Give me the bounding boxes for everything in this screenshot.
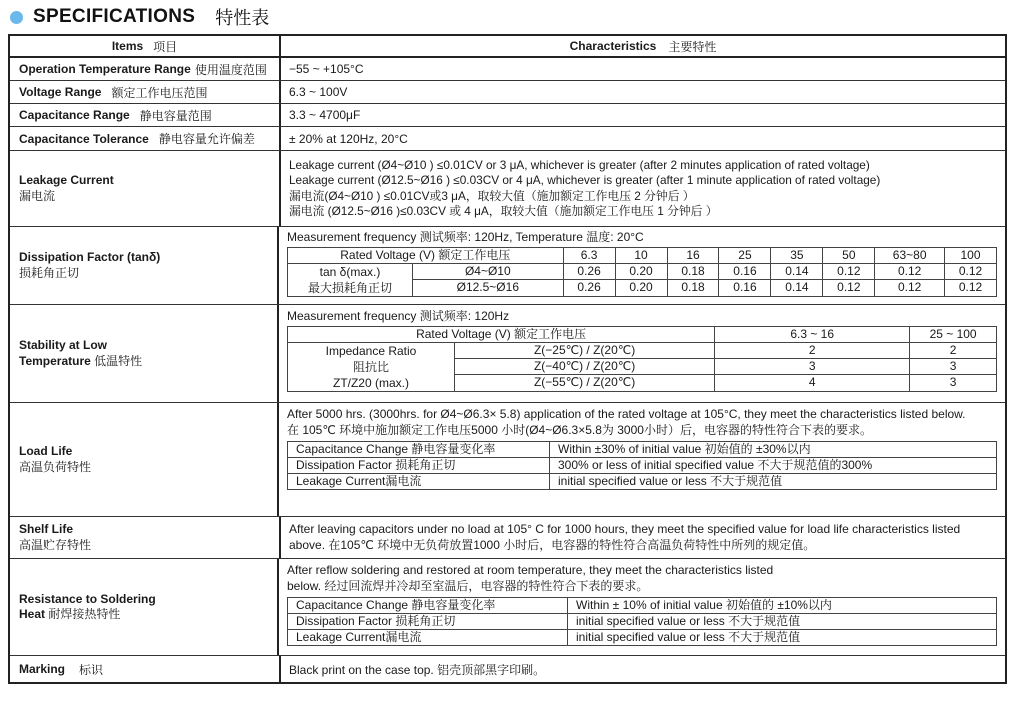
- row-dissipation-factor: [10, 227, 1005, 305]
- rated-voltage-label: Rated Voltage (V) 额定工作电压: [288, 326, 715, 342]
- label-en-2: Heat: [19, 607, 46, 621]
- leakage-line: 漏电流 (Ø12.5~Ø16 )≤0.03CV 或 4 μA，取较大值（施加额定工作电压 1 分钟后 ）: [289, 204, 718, 218]
- leakage-line: 漏电流(Ø4~Ø10 ) ≤0.01CV或3 μA，取较大值（施加额定工作电压 2 分钟后 ）: [289, 188, 695, 203]
- item-name: Capacitance Change 静电容量变化率: [288, 598, 568, 614]
- table-header-row: [10, 36, 1005, 58]
- voltage-cell: 16: [667, 247, 719, 263]
- row-load-life: [10, 403, 1005, 517]
- row-shelf-life: [10, 517, 1005, 559]
- voltage-group: 6.3 ~ 16: [715, 326, 910, 342]
- label-cn: 耐焊接热特性: [48, 607, 121, 621]
- value-cell: 0.16: [719, 280, 771, 297]
- voltage-cell: 100: [944, 247, 996, 263]
- voltage-cell: 10: [615, 247, 667, 263]
- voltage-cell: 25: [719, 247, 771, 263]
- label-en: Leakage Current: [19, 173, 114, 187]
- value-cell: 0.14: [771, 280, 823, 297]
- item-name: Dissipation Factor 损耗角正切: [288, 458, 550, 474]
- stability-table: [287, 326, 997, 392]
- leakage-line: Leakage current (Ø12.5~Ø16 ) ≤0.03CV or 4 μA, whichever is greater (after 1 minute application of rated voltage): [289, 173, 881, 187]
- label-cn: 静电容量范围: [139, 108, 212, 123]
- label-en: Marking: [19, 662, 66, 676]
- item-name: Capacitance Change 静电容量变化率: [288, 442, 550, 458]
- row-voltage-range: [10, 81, 1005, 104]
- value-cell: 2: [715, 342, 910, 358]
- voltage-cell: 35: [771, 247, 823, 263]
- value-cell: 0.20: [615, 263, 667, 280]
- value-cell: 0.20: [615, 280, 667, 297]
- item-value: initial specified value or less 不大于规范值: [550, 474, 997, 490]
- label-en: Operation Temperature Range: [19, 62, 191, 76]
- label-cn: 低温特性: [94, 353, 143, 368]
- label-cn: 静电容量允许偏差: [158, 132, 255, 146]
- items-header: Items: [111, 39, 144, 53]
- stability-intro: Measurement frequency 测试频率: 120Hz: [287, 309, 510, 323]
- load-life-text-cn: 在 105℃ 环境中施加额定工作电压5000 小时(Ø4~Ø6.3×5.8为 3000小时）后，电容器的特性符合下表的要求。: [287, 422, 872, 437]
- label-cn: 漏电流: [19, 188, 56, 203]
- value-cell: 0.14: [771, 263, 823, 280]
- label-cn: 高温贮存特性: [19, 537, 92, 552]
- label-en: Voltage Range: [19, 85, 102, 99]
- label-en: Capacitance Tolerance: [19, 131, 149, 146]
- value-cell: 3: [715, 358, 910, 374]
- row-leakage-current: [10, 151, 1005, 227]
- value-cell: 0.18: [667, 263, 719, 280]
- row-capacitance-tolerance: [10, 127, 1005, 151]
- value-cell: 4: [715, 375, 910, 391]
- dissipation-intro: Measurement frequency 测试频率: 120Hz, Temperature 温度: 20°C: [287, 230, 644, 244]
- title-en: SPECIFICATIONS: [33, 6, 196, 27]
- soldering-text-cn: below. 经过回流焊并冷却至室温后，电容器的特性符合下表的要求。: [287, 578, 649, 593]
- label-cn: 使用温度范围: [194, 62, 267, 77]
- rated-voltage-label: Rated Voltage (V) 额定工作电压: [288, 247, 564, 263]
- value: ± 20% at 120Hz, 20°C: [289, 131, 408, 146]
- value: 3.3 ~ 4700μF: [289, 108, 361, 122]
- leakage-line: Leakage current (Ø4~Ø10 ) ≤0.01CV or 3 μA, whichever is greater (after 2 minutes application of rated voltage): [289, 157, 870, 172]
- label-cn: 额定工作电压范围: [111, 85, 208, 100]
- row-low-temp-stability: [10, 305, 1005, 403]
- item-value: initial specified value or less 不大于规范值: [568, 630, 997, 646]
- size-cell: Ø12.5~Ø16: [413, 280, 564, 297]
- value-cell: 2: [910, 342, 997, 358]
- label-en: Stability at Low: [19, 338, 108, 352]
- condition-cell: Z(−55℃) / Z(20℃): [455, 375, 715, 391]
- value-cell: 0.12: [944, 263, 996, 280]
- voltage-group: 25 ~ 100: [910, 326, 997, 342]
- value-cell: 0.12: [875, 263, 945, 280]
- value: 6.3 ~ 100V: [289, 85, 348, 99]
- voltage-cell: 6.3: [563, 247, 615, 263]
- label-cn: 损耗角正切: [19, 265, 80, 280]
- item-value: 300% or less of initial specified value 不大于规范值的300%: [550, 458, 997, 474]
- label-cn: 标识: [79, 662, 104, 677]
- impedance-label: Impedance Ratio: [325, 343, 417, 358]
- value-cell: 0.18: [667, 280, 719, 297]
- load-life-table: [287, 441, 997, 490]
- row-capacitance-range: [10, 104, 1005, 127]
- row-operation-temperature: [10, 58, 1005, 81]
- value-cell: 0.26: [563, 263, 615, 280]
- label-en: Resistance to Soldering: [19, 591, 156, 606]
- items-header-cn: 项目: [153, 39, 178, 54]
- item-value: initial specified value or less 不大于规范值: [568, 614, 997, 630]
- specifications-table: [8, 34, 1007, 684]
- dissipation-table: [287, 247, 997, 297]
- condition-cell: Z(−40℃) / Z(20℃): [455, 358, 715, 374]
- value-cell: 3: [910, 358, 997, 374]
- value-cell: 3: [910, 375, 997, 391]
- label-en: Dissipation Factor (tanδ): [19, 250, 161, 264]
- value-cell: 0.16: [719, 263, 771, 280]
- voltage-cell: 63~80: [875, 247, 945, 263]
- item-value: Within ±30% of initial value 初始值的 ±30%以内: [550, 442, 997, 458]
- bullet-icon: [10, 11, 23, 24]
- item-name: Leakage Current漏电流: [288, 630, 568, 646]
- value-cell: 0.12: [823, 280, 875, 297]
- characteristics-header-cn: 主要特性: [668, 39, 717, 54]
- row-marking: [10, 656, 1005, 682]
- item-name: Dissipation Factor 损耗角正切: [288, 614, 568, 630]
- load-life-text-en: After 5000 hrs. (3000hrs. for Ø4~Ø6.3× 5.8) application of the rated voltage at 105°C, they meet the characteristics listed below.: [287, 407, 966, 421]
- soldering-table: [287, 597, 997, 646]
- label-en: Shelf Life: [19, 522, 74, 536]
- characteristics-header: Characteristics: [569, 39, 657, 53]
- impedance-label-cn: 阻抗比: [352, 359, 389, 374]
- value-cell: 0.26: [563, 280, 615, 297]
- value-cell: 0.12: [823, 263, 875, 280]
- condition-cell: Z(−25℃) / Z(20℃): [455, 342, 715, 358]
- shelf-life-text: After leaving capacitors under no load at 105° C for 1000 hours, they meet the specified value for load life characteristics listed above. 在105℃ 环境中无负荷放置1000 小时后，电容器的特性符合高温负荷特性中所列的规定值。: [289, 522, 961, 552]
- label-en: Load Life: [19, 444, 73, 458]
- size-cell: Ø4~Ø10: [413, 263, 564, 280]
- value: Black print on the case top. 铝壳顶部黑字印刷。: [289, 662, 546, 677]
- tan-label: tan δ(max.): [319, 264, 381, 279]
- tan-label-cn: 最大损耗角正切: [307, 280, 392, 295]
- label-en: Capacitance Range: [19, 108, 130, 122]
- value-cell: 0.12: [944, 280, 996, 297]
- value: −55 ~ +105°C: [289, 62, 364, 76]
- label-cn: 高温负荷特性: [19, 459, 92, 474]
- page-header: [10, 4, 269, 30]
- item-name: Leakage Current漏电流: [288, 474, 550, 490]
- label-en-2: Temperature: [19, 353, 91, 368]
- soldering-text-en: After reflow soldering and restored at room temperature, they meet the characteristics listed: [287, 563, 774, 577]
- title-cn: 特性表: [215, 8, 270, 28]
- value-cell: 0.12: [875, 280, 945, 297]
- voltage-cell: 50: [823, 247, 875, 263]
- item-value: Within ± 10% of initial value 初始值的 ±10%以内: [568, 598, 997, 614]
- row-soldering-heat: [10, 559, 1005, 656]
- impedance-label-2: ZT/Z20 (max.): [332, 375, 409, 390]
